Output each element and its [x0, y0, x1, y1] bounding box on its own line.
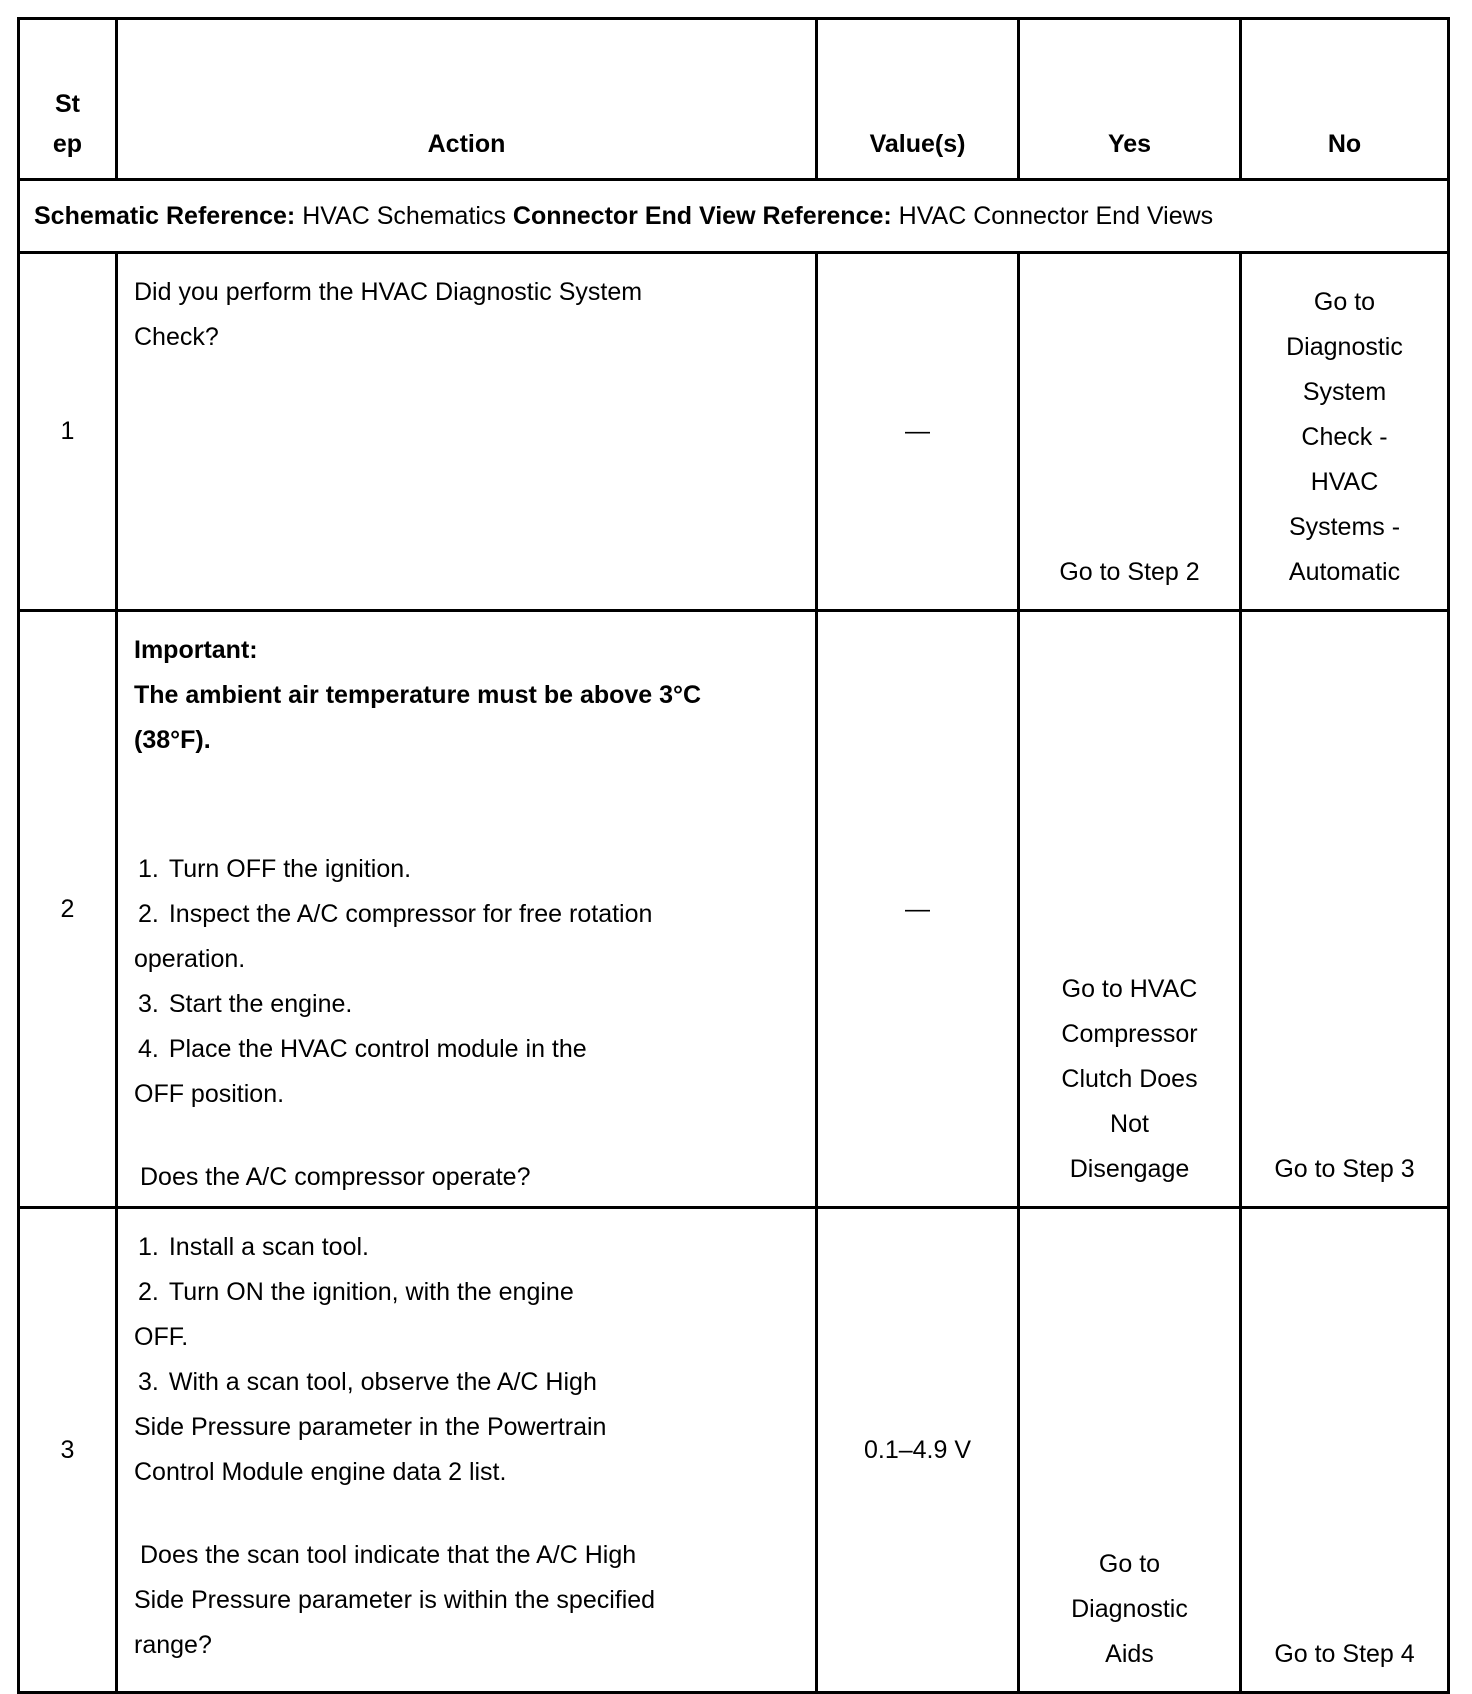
diagnostic-table — [17, 17, 1450, 1694]
yes-link[interactable] — [1019, 1208, 1241, 1693]
list-item-number: 1. — [138, 1233, 159, 1261]
list-item-number: 2. — [138, 1278, 159, 1306]
table-row — [19, 253, 1449, 611]
step-number: 2 — [19, 611, 117, 1208]
no-link-line: HVAC — [1310, 468, 1379, 496]
list-item-text: Inspect the A/C compressor for free rotation — [168, 900, 653, 928]
connector-reference-label: Connector End View Reference: — [512, 201, 892, 230]
table-row — [19, 611, 1449, 1208]
list-item — [134, 982, 803, 1027]
action-question: Side Pressure parameter is within the specified — [134, 1586, 656, 1614]
value-cell: — — [817, 611, 1019, 1208]
reference-cell — [19, 180, 1449, 253]
list-item-continued: Side Pressure parameter in the Powertrain — [134, 1413, 607, 1441]
important-label: Important: — [134, 636, 258, 664]
list-item — [134, 892, 803, 937]
yes-link[interactable] — [1019, 611, 1241, 1208]
no-link-line: Systems - — [1288, 513, 1401, 541]
header-action: Action — [117, 19, 817, 180]
no-link-line: Automatic — [1288, 558, 1401, 586]
list-item-number: 3. — [138, 990, 159, 1018]
list-item-number: 1. — [138, 855, 159, 883]
yes-link-line: Go to HVAC — [1061, 975, 1198, 1003]
list-item-continued: operation. — [134, 945, 246, 973]
header-values: Value(s) — [817, 19, 1019, 180]
header-no: No — [1241, 19, 1449, 180]
list-item-continued: OFF. — [134, 1323, 189, 1351]
yes-link-line: Disengage — [1069, 1155, 1190, 1183]
yes-link-line: Go to — [1098, 1550, 1161, 1578]
yes-link[interactable]: Go to Step 2 — [1019, 253, 1241, 611]
list-item — [134, 1225, 803, 1270]
no-link[interactable]: Go to Step 3 — [1241, 611, 1449, 1208]
no-link-line: System — [1302, 378, 1387, 406]
list-item — [134, 1027, 803, 1072]
action-cell — [117, 611, 817, 1208]
action-cell — [117, 253, 817, 611]
reference-row — [19, 180, 1449, 253]
schematic-reference-label: Schematic Reference: — [34, 201, 296, 230]
step-number: 3 — [19, 1208, 117, 1693]
list-item-number: 3. — [138, 1368, 159, 1396]
action-question: Does the A/C compressor operate? — [140, 1163, 531, 1191]
no-link-line: Diagnostic — [1286, 333, 1403, 361]
list-item-continued: Control Module engine data 2 list. — [134, 1458, 507, 1486]
list-item-text: Place the HVAC control module in the — [168, 1035, 587, 1063]
header-row — [19, 19, 1449, 180]
yes-link-line: Clutch Does — [1061, 1065, 1198, 1093]
table-row — [19, 1208, 1449, 1693]
yes-link-line: Diagnostic — [1071, 1595, 1188, 1623]
header-step-line1: St — [55, 90, 80, 118]
action-question: Check? — [134, 323, 219, 351]
yes-link-line: Compressor — [1061, 1020, 1198, 1048]
header-step — [19, 19, 117, 180]
action-question: range? — [134, 1631, 212, 1659]
list-item — [134, 847, 803, 892]
no-link[interactable] — [1241, 253, 1449, 611]
list-item-text: Turn ON the ignition, with the engine — [168, 1278, 574, 1306]
list-item-text: Install a scan tool. — [168, 1233, 369, 1261]
value-cell: — — [817, 253, 1019, 611]
list-item-number: 4. — [138, 1035, 159, 1063]
yes-link-line: Aids — [1105, 1640, 1154, 1668]
action-question: Does the scan tool indicate that the A/C High — [140, 1541, 637, 1569]
action-question: Did you perform the HVAC Diagnostic System — [134, 278, 643, 306]
list-item-text: Start the engine. — [168, 990, 353, 1018]
header-step-line2: ep — [52, 130, 83, 158]
list-item-text: Turn OFF the ignition. — [168, 855, 412, 883]
list-item — [134, 1360, 803, 1405]
list-item-continued: OFF position. — [134, 1080, 285, 1108]
action-cell — [117, 1208, 817, 1693]
yes-link-line: Not — [1110, 1110, 1149, 1138]
list-item — [134, 1270, 803, 1315]
list-item-number: 2. — [138, 900, 159, 928]
no-link[interactable]: Go to Step 4 — [1241, 1208, 1449, 1693]
value-cell: 0.1–4.9 V — [817, 1208, 1019, 1693]
important-text: The ambient air temperature must be above 3°C — [134, 681, 702, 709]
no-link-line: Check - — [1301, 423, 1388, 451]
important-text: (38°F). — [134, 726, 211, 754]
header-yes: Yes — [1019, 19, 1241, 180]
list-item-text: With a scan tool, observe the A/C High — [168, 1368, 597, 1396]
schematic-reference-link[interactable]: HVAC Schematics — [302, 201, 506, 230]
no-link-line: Go to — [1313, 288, 1376, 316]
connector-reference-link[interactable]: HVAC Connector End Views — [898, 201, 1214, 230]
step-number: 1 — [19, 253, 117, 611]
